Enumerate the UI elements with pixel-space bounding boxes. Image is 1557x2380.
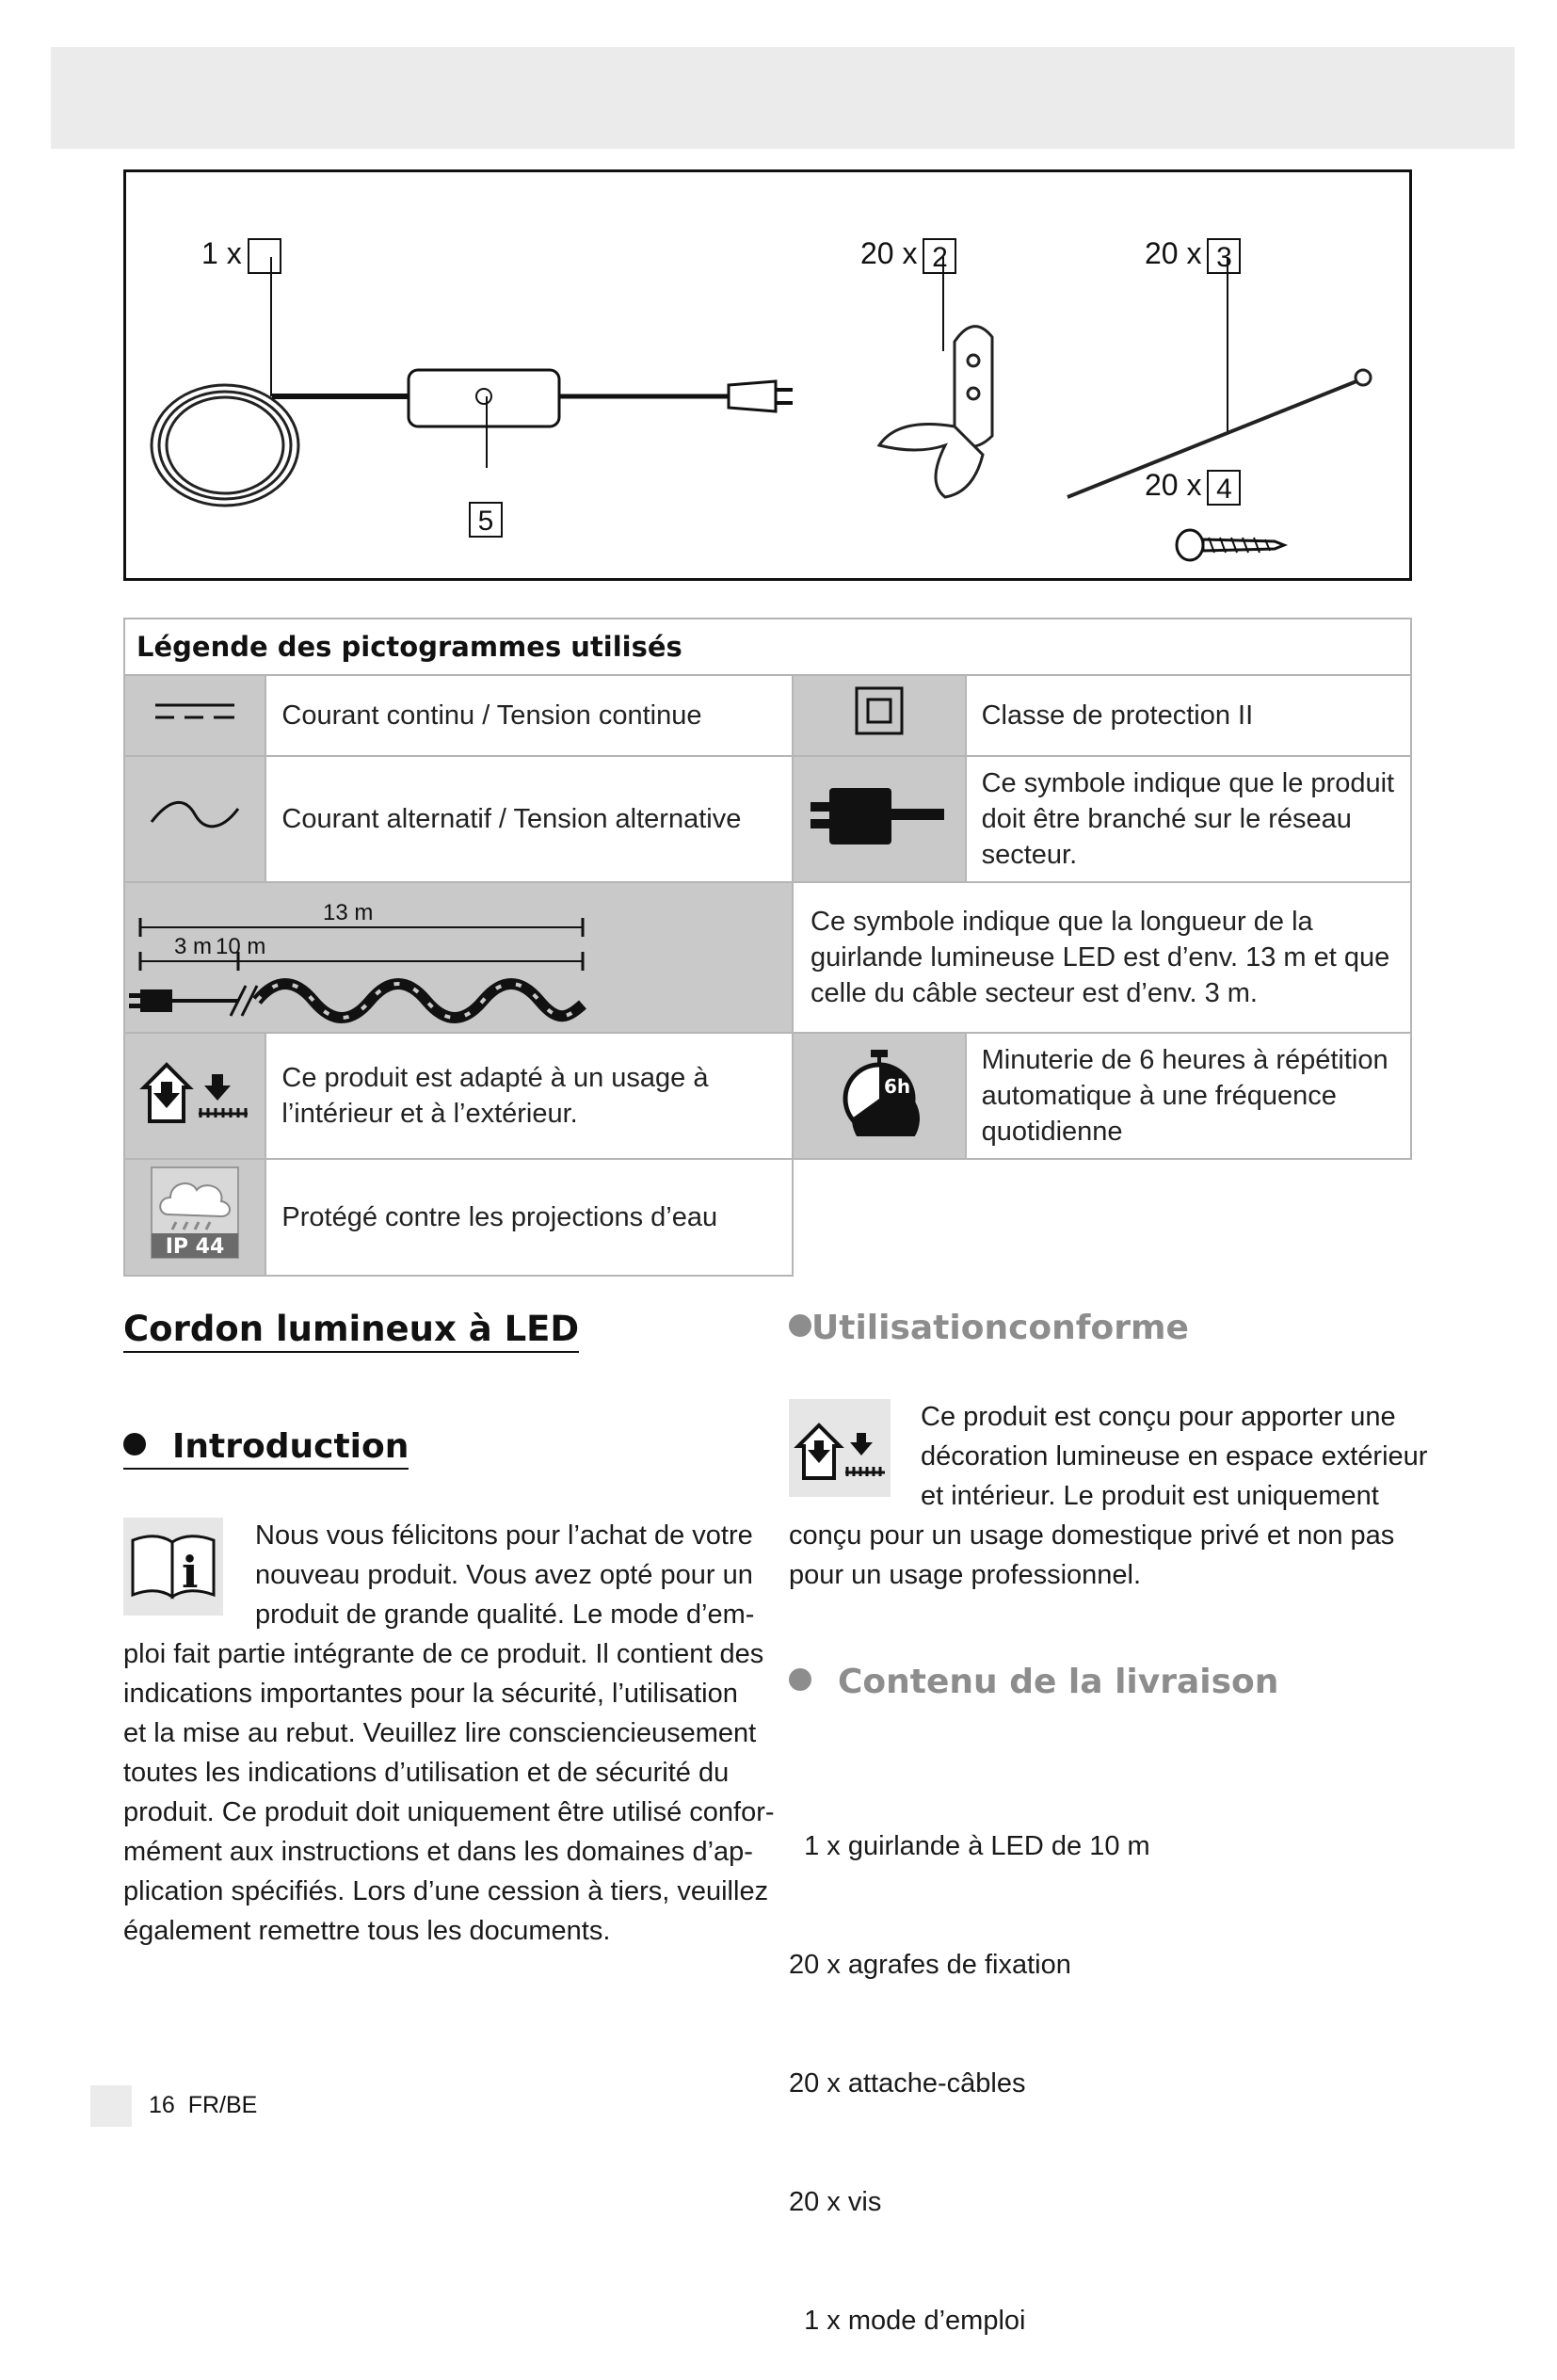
intended-use-heading (789, 1309, 1189, 1347)
length-text: Ce symbole indique que la longueur de la guirlande lumineuse LED est d’env. 13 m et que celle du câble secteur est d’env. 3 m. (793, 882, 1411, 1033)
dc-icon (124, 675, 265, 756)
bullet-icon (789, 1668, 811, 1691)
protection-class-ii-icon (793, 675, 966, 756)
use-line: décoration lumineuse en espace extérieur (921, 1441, 1428, 1471)
use-line: pour un usage professionnel. (789, 1560, 1142, 1590)
item-4-number: 4 (1207, 470, 1241, 506)
intended-use-paragraph (789, 1516, 1394, 1595)
dc-text: Courant continu / Tension continue (265, 675, 793, 756)
item-2-qty: 20 x (860, 236, 918, 270)
clip-drawing (879, 327, 992, 497)
length-13-label: 13 m (323, 900, 374, 925)
intro-line: et la mise au rebut. Veuillez lire consciencieusement (123, 1718, 757, 1748)
item-4-qty: 20 x (1145, 468, 1202, 502)
timer-text: Minuterie de 6 heures à répétition automatique à une fréquence quotidienne (966, 1033, 1411, 1159)
item-5-number: 5 (469, 502, 503, 538)
led-coil-drawing (152, 385, 298, 506)
introduction-heading (123, 1427, 409, 1470)
bullet-icon (123, 1433, 146, 1455)
item-4-label (1145, 468, 1241, 506)
product-illustration (126, 172, 1409, 578)
intended-use-paragraph-top (921, 1397, 1427, 1516)
header-band (51, 47, 1515, 149)
list-item: 1 x guirlande à LED de 10 m (789, 1831, 1150, 1861)
intro-line: produit de grande qualité. Le mode d’em- (255, 1600, 755, 1630)
item-3-label (1145, 236, 1241, 274)
list-item: 20 x vis (789, 2187, 882, 2217)
item-3-number: 3 (1207, 238, 1241, 274)
indoor-outdoor-icon (124, 1033, 265, 1159)
screw-drawing (1177, 530, 1284, 560)
language-code: FR/BE (187, 2092, 258, 2118)
list-item: 20 x agrafes de fixation (789, 1950, 1071, 1980)
indoor-outdoor-icon (789, 1399, 891, 1497)
bullet-icon (789, 1314, 811, 1337)
intro-line: Nous vous félicitons pour l’achat de votre (255, 1520, 753, 1551)
item-2-number: 2 (923, 238, 956, 274)
ip44-icon (124, 1159, 265, 1276)
manual-info-icon (123, 1518, 223, 1616)
item-3-qty: 20 x (1145, 236, 1202, 270)
ip44-label: IP 44 (165, 1235, 225, 1259)
page-number: 16 (149, 2092, 175, 2118)
product-title: Cordon lumineux à LED (123, 1309, 579, 1353)
length-icon (124, 882, 793, 1033)
use-line: Ce produit est conçu pour apporter une (921, 1402, 1396, 1432)
timer-6h-label: 6h (883, 1075, 910, 1098)
ip44-text: Protégé contre les projections d’eau (265, 1159, 793, 1276)
list-item: 1 x mode d’emploi (789, 2306, 1026, 2336)
intro-line: nouveau produit. Vous avez opté pour un (255, 1560, 753, 1590)
item-1-label (201, 236, 281, 274)
legend-empty-cell (793, 1159, 1411, 1276)
protection-class-ii-text: Classe de protection II (966, 675, 1411, 756)
item-5-label (469, 500, 503, 538)
pictogram-legend (123, 618, 1412, 1277)
intro-line: produit. Ce produit doit uniquement être utilisé confor- (123, 1797, 775, 1827)
introduction-heading-text: Introduction (172, 1427, 409, 1466)
intro-line: également remettre tous les documents. (123, 1916, 611, 1946)
timer-icon (793, 1033, 966, 1159)
delivery-contents-heading (789, 1663, 1278, 1701)
item-1-number (248, 238, 281, 274)
intro-line: mément aux instructions et dans les domaines d’ap- (123, 1837, 753, 1867)
item-2-label (860, 236, 956, 274)
intended-use-heading-text: Utilisationconforme (811, 1309, 1189, 1347)
intro-line: indications importantes pour la sécurité, l’utilisation (123, 1679, 738, 1709)
ac-icon (124, 756, 265, 882)
page-footer (149, 2092, 257, 2119)
mains-plug-text: Ce symbole indique que le produit doit être branché sur le réseau secteur. (966, 756, 1411, 882)
ac-text: Courant alternatif / Tension alternative (265, 756, 793, 882)
footer-square (90, 2085, 132, 2127)
legend-title: Légende des pictogrammes utilisés (124, 619, 1411, 675)
intro-paragraph-top (255, 1516, 754, 1634)
list-item: 20 x attache-câbles (789, 2068, 1026, 2099)
intro-line: plication spécifiés. Lors d’une cession à tiers, veuillez (123, 1876, 769, 1906)
controller-drawing (409, 370, 559, 426)
length-3-label: 3 m (174, 934, 213, 959)
product-figure (123, 169, 1412, 581)
delivery-contents-heading-text: Contenu de la livraison (838, 1663, 1279, 1701)
mains-plug-icon (793, 756, 966, 882)
plug-drawing (729, 381, 776, 411)
indoor-outdoor-text: Ce produit est adapté à un usage à l’intérieur et à l’extérieur. (265, 1033, 793, 1159)
svg-text:i: i (182, 1547, 199, 1598)
intro-line: toutes les indications d’utilisation et de sécurité du (123, 1758, 730, 1788)
use-line: et intérieur. Le produit est uniquement (921, 1481, 1379, 1511)
intro-paragraph (123, 1634, 775, 1951)
use-line: conçu pour un usage domestique privé et non pas (789, 1520, 1395, 1551)
item-1-qty: 1 x (201, 236, 242, 270)
delivery-list (789, 1747, 1150, 2380)
length-10-label: 10 m (216, 934, 266, 959)
intro-line: ploi fait partie intégrante de ce produit. Il contient des (123, 1639, 764, 1669)
